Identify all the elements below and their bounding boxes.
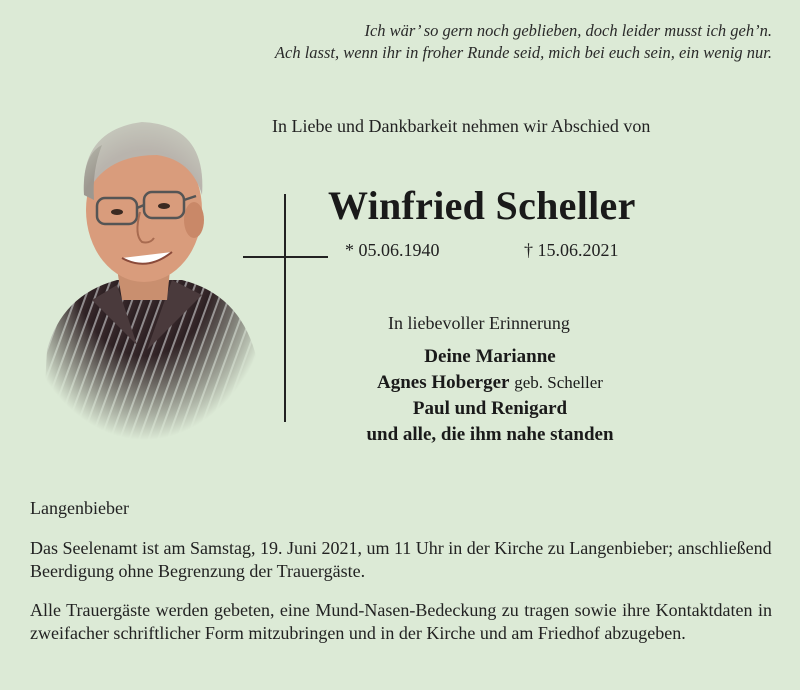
poem-line-2: Ach lasst, wenn ihr in froher Runde seid, mich bei euch sein, ein wenig nur. — [274, 43, 772, 62]
mourner-line-4: und alle, die ihm nahe standen — [366, 424, 614, 445]
deceased-name: Winfried Scheller — [328, 183, 636, 228]
mourners-list — [320, 344, 660, 448]
poem-line-1: Ich wär’ so gern noch geblieben, doch leider musst ich geh’n. — [364, 21, 772, 40]
mourner-line-1: Deine Marianne — [424, 346, 556, 367]
farewell-intro: In Liebe und Dankbarkeit nehmen wir Abschied von — [272, 116, 651, 136]
cross-horizontal-bar — [243, 256, 328, 258]
mourner-line-2-suffix: geb. Scheller — [514, 373, 603, 392]
memory-line: In liebevoller Erinnerung — [388, 313, 570, 333]
cross-vertical-bar — [284, 194, 286, 422]
portrait-photo — [22, 100, 267, 440]
guest-instructions-paragraph: Alle Trauergäste werden gebeten, eine Mund-Nasen-Bedeckung zu tragen sowie ihre Kontaktdaten in zweifacher schriftlicher Form mitzubringen und in der Kirche und am Friedhof abzugeben. — [30, 600, 772, 643]
poem-quote — [72, 20, 772, 64]
service-info-paragraph: Das Seelenamt ist am Samstag, 19. Juni 2021, um 11 Uhr in der Kirche zu Langenbieber; anschließend Beerdigung ohne Begrenzung der Trauergäste. — [30, 538, 772, 581]
place-name: Langenbieber — [30, 498, 129, 518]
mourner-line-3: Paul und Renigard — [412, 398, 568, 419]
death-date: † 15.06.2021 — [524, 240, 619, 260]
mourner-line-2-name: Agnes Hoberger — [377, 372, 510, 393]
portrait-image — [22, 100, 267, 440]
birth-date: * 05.06.1940 — [345, 240, 440, 260]
mourner-line-2 — [320, 370, 660, 396]
